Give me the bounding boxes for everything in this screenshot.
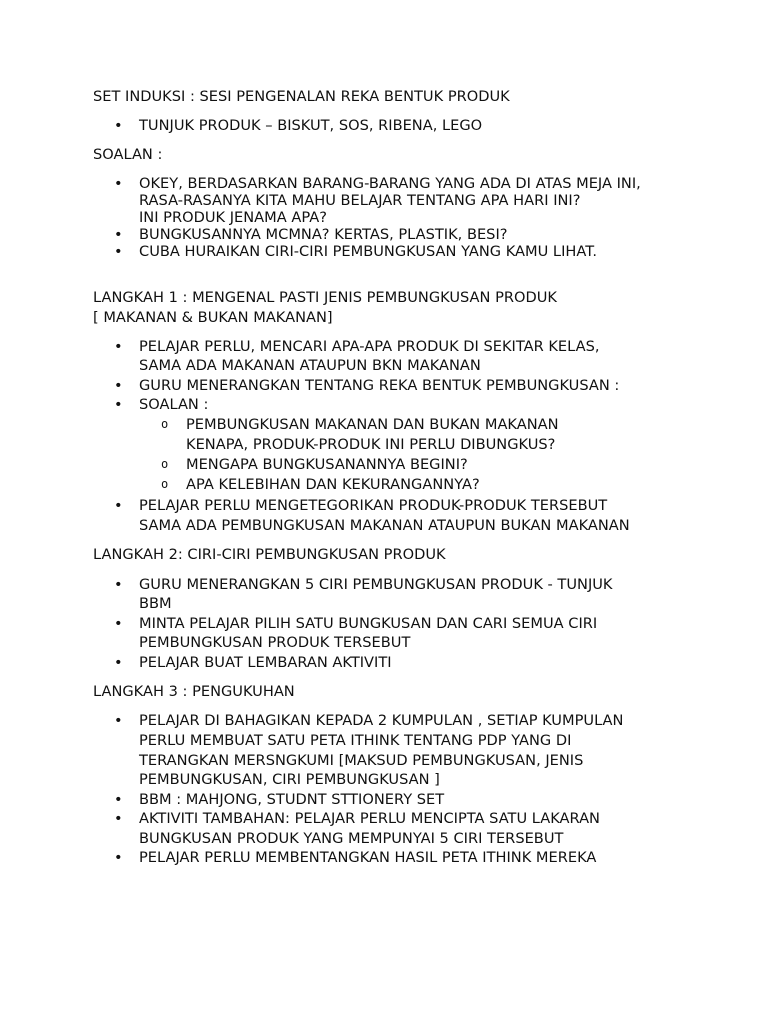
step3-item-line: TERANGKAN MERSNGKUMI [MAKSUD PEMBUNGKUSAN, JENIS <box>139 752 584 769</box>
step2-item-line: GURU MENERANGKAN 5 CIRI PEMBUNGKUSAN PRODUK - TUNJUK <box>139 576 613 593</box>
soalan-item-line: RASA-RASANYA KITA MAHU BELAJAR TENTANG APA HARI INI? <box>139 192 581 209</box>
step1-item-line: GURU MENERANGKAN TENTANG REKA BENTUK PEMBUNGKUSAN : <box>139 377 620 394</box>
sub-bullet-icon: o <box>161 477 169 491</box>
step1-heading: [ MAKANAN & BUKAN MAKANAN] <box>93 309 333 326</box>
step2-item-line: PELAJAR BUAT LEMBARAN AKTIVITI <box>139 654 392 671</box>
step1-heading: LANGKAH 1 : MENGENAL PASTI JENIS PEMBUNGKUSAN PRODUK <box>93 289 557 306</box>
step1-item-line: SAMA ADA PEMBUNGKUSAN MAKANAN ATAUPUN BUKAN MAKANAN <box>139 517 630 534</box>
step2-item-line: PEMBUNGKUSAN PRODUK TERSEBUT <box>139 634 411 651</box>
step1-sub-item-line: APA KELEBIHAN DAN KEKURANGANNYA? <box>186 476 480 493</box>
bullet-icon: • <box>114 791 123 808</box>
bullet-icon: • <box>114 377 123 394</box>
bullet-icon: • <box>114 712 123 729</box>
step3-item-line: AKTIVITI TAMBAHAN: PELAJAR PERLU MENCIPTA SATU LAKARAN <box>139 810 600 827</box>
step1-sub-item-line: MENGAPA BUNGKUSANANNYA BEGINI? <box>186 456 468 473</box>
step3-item-line: PELAJAR DI BAHAGIKAN KEPADA 2 KUMPULAN , SETIAP KUMPULAN <box>139 712 624 729</box>
bullet-icon: • <box>114 654 123 671</box>
bullet-icon: • <box>114 338 123 355</box>
step3-item-line: PEMBUNGKUSAN, CIRI PEMBUNGKUSAN ] <box>139 771 440 788</box>
bullet-icon: • <box>114 615 123 632</box>
sub-bullet-icon: o <box>161 457 169 471</box>
step3-item-line: BBM : MAHJONG, STUDNT STTIONERY SET <box>139 791 445 808</box>
step1-item-line: PELAJAR PERLU MENGETEGORIKAN PRODUK-PRODUK TERSEBUT <box>139 497 608 514</box>
bullet-icon: • <box>114 117 123 134</box>
bullet-icon: • <box>114 226 123 243</box>
bullet-icon: • <box>114 243 123 260</box>
step1-item-line: SOALAN : <box>139 396 209 413</box>
step2-item-line: BBM <box>139 595 172 612</box>
step3-item-line: BUNGKUSAN PRODUK YANG MEMPUNYAI 5 CIRI TERSEBUT <box>139 830 564 847</box>
soalan-item-line: INI PRODUK JENAMA APA? <box>139 209 327 226</box>
step1-item-line: PELAJAR PERLU, MENCARI APA-APA PRODUK DI SEKITAR KELAS, <box>139 338 600 355</box>
soalan-item-line: CUBA HURAIKAN CIRI-CIRI PEMBUNGKUSAN YANG KAMU LIHAT. <box>139 243 598 260</box>
step3-heading: LANGKAH 3 : PENGUKUHAN <box>93 683 295 700</box>
step1-sub-item-line: KENAPA, PRODUK-PRODUK INI PERLU DIBUNGKUS? <box>186 436 556 453</box>
step3-item-line: PELAJAR PERLU MEMBENTANGKAN HASIL PETA ITHINK MEREKA <box>139 849 597 866</box>
soalan-heading: SOALAN : <box>93 146 163 163</box>
soalan-item-line: OKEY, BERDASARKAN BARANG-BARANG YANG ADA DI ATAS MEJA INI, <box>139 175 641 192</box>
bullet-icon: • <box>114 396 123 413</box>
step3-item-line: PERLU MEMBUAT SATU PETA ITHINK TENTANG PDP YANG DI <box>139 732 572 749</box>
bullet-icon: • <box>114 497 123 514</box>
step2-heading: LANGKAH 2: CIRI-CIRI PEMBUNGKUSAN PRODUK <box>93 546 446 563</box>
step1-sub-item-line: PEMBUNGKUSAN MAKANAN DAN BUKAN MAKANAN <box>186 416 559 433</box>
bullet-icon: • <box>114 576 123 593</box>
sub-bullet-icon: o <box>161 417 169 431</box>
bullet-icon: • <box>114 810 123 827</box>
soalan-item-line: BUNGKUSANNYA MCMNA? KERTAS, PLASTIK, BESI? <box>139 226 508 243</box>
intro-bullet: TUNJUK PRODUK – BISKUT, SOS, RIBENA, LEGO <box>139 117 483 134</box>
step2-item-line: MINTA PELAJAR PILIH SATU BUNGKUSAN DAN CARI SEMUA CIRI <box>139 615 598 632</box>
bullet-icon: • <box>114 849 123 866</box>
step1-item-line: SAMA ADA MAKANAN ATAUPUN BKN MAKANAN <box>139 357 481 374</box>
document-title: SET INDUKSI : SESI PENGENALAN REKA BENTUK PRODUK <box>93 88 510 105</box>
bullet-icon: • <box>114 175 123 192</box>
